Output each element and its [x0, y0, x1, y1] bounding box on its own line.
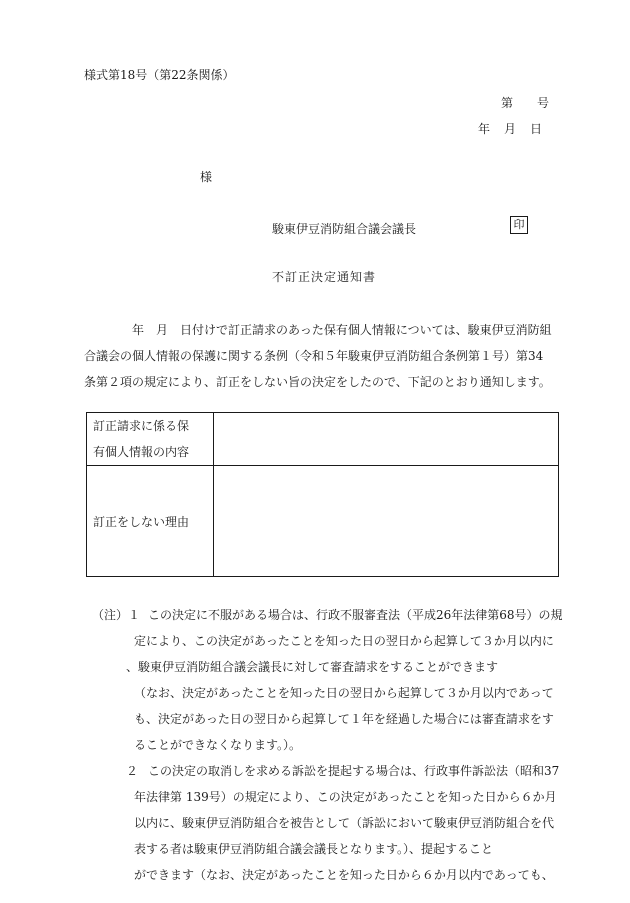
note-2-line: ができます（なお、決定があったことを知った日から６か月以内であっても、	[134, 868, 554, 882]
month-label: 月	[504, 122, 517, 136]
document-number	[501, 94, 549, 111]
note-2-line: 年法律第 139号）の規定により、この決定があったことを知った日から６か月	[134, 790, 557, 804]
note-1-line: （なお、決定があったことを知った日の翌日から起算して３か月以内であって	[134, 686, 554, 700]
note-1-line: この決定に不服がある場合は、行政不服審査法（平成26年法律第68号）の規	[148, 608, 563, 622]
sender-name: 駿東伊豆消防組合議会議長	[272, 222, 417, 236]
form-number: 様式第18号（第22条関係）	[84, 68, 235, 82]
note-2-line: この決定の取消しを求める訴訟を提起する場合は、行政事件訴訟法（昭和37	[148, 764, 560, 778]
body-line-1-text: 年 月 日付けで訂正請求のあった保有個人情報については、駿東伊豆消防組	[132, 323, 552, 337]
body-line-2: 合議会の個人情報の保護に関する条例（令和５年駿東伊豆消防組合条例第１号）第34	[84, 349, 544, 363]
day-label: 日	[530, 122, 543, 136]
note-1-line: 、駿東伊豆消防組合議会議長に対して審査請求をすることができます	[126, 660, 499, 674]
table-row	[87, 466, 559, 577]
year-label: 年	[478, 122, 491, 136]
body-line-3: 条第２項の規定により、訂正をしない旨の決定をしたので、下記のとおり通知します。	[84, 375, 551, 389]
addressee-honorific: 様	[200, 170, 213, 184]
row2-label: 訂正をしない理由	[87, 466, 214, 577]
note-2-line: 表する者は駿東伊豆消防組合議会議長となります。）、提起すること	[134, 842, 494, 856]
row2-value[interactable]	[214, 466, 559, 577]
note-1-line: 定により、この決定があったことを知った日の翌日から起算して３か月以内に	[134, 634, 554, 648]
notes-heading: （注）１	[92, 608, 141, 622]
info-table	[86, 412, 559, 577]
document-title: 不訂正決定通知書	[272, 270, 377, 284]
note-1-line: ることができなくなります。）。	[134, 738, 302, 752]
body-line-1	[84, 321, 552, 338]
seal-mark: 印	[510, 216, 528, 234]
note-2-line: 以内に、駿東伊豆消防組合を被告として（訴訟において駿東伊豆消防組合を代	[134, 816, 555, 830]
go-label: 号	[537, 96, 550, 110]
row1-value[interactable]	[214, 413, 559, 466]
note-2-number: ２	[126, 764, 139, 778]
row1-label	[87, 413, 214, 466]
note-1-line: も、決定があった日の翌日から起算して１年を経過した場合には審査請求をす	[134, 712, 554, 726]
row1-label-line-a: 訂正請求に係る保	[93, 419, 190, 433]
table-row	[87, 413, 559, 466]
dai-label: 第	[501, 96, 514, 110]
row1-label-line-b: 有個人情報の内容	[93, 445, 190, 459]
issue-date	[478, 120, 542, 137]
